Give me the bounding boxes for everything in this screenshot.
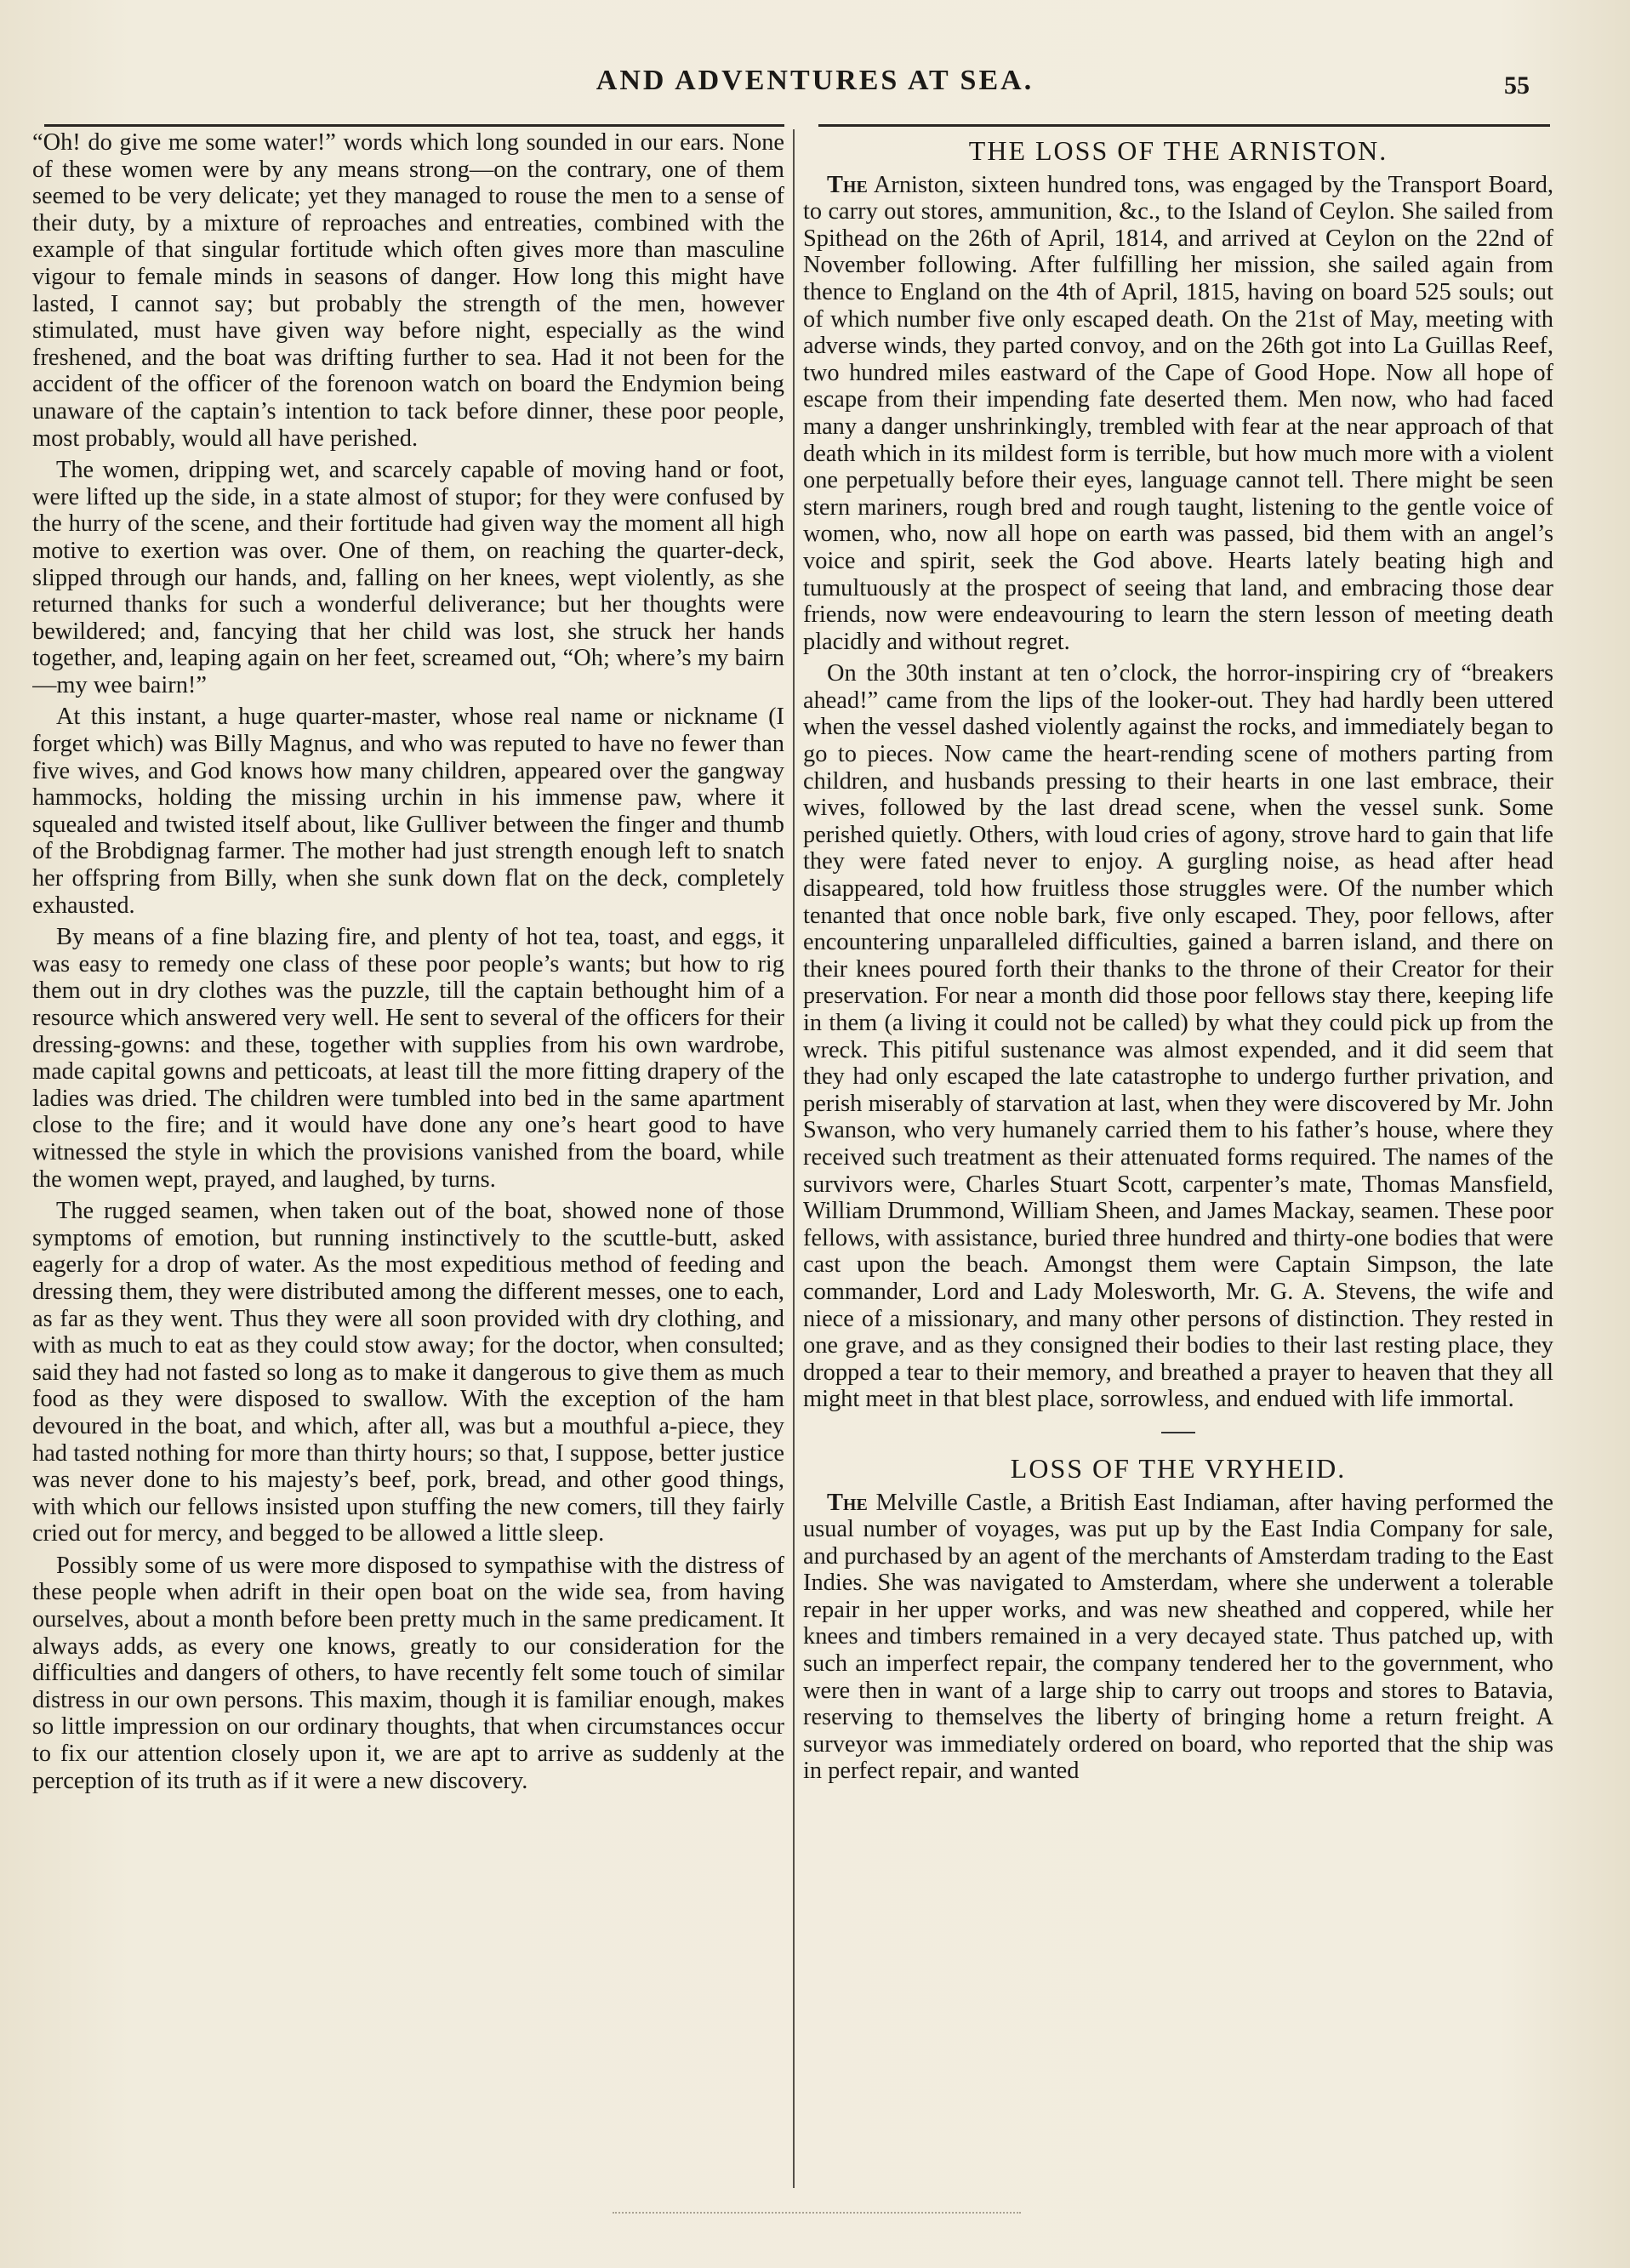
paragraph xyxy=(803,172,1553,656)
paragraph: By means of a fine blazing fire, and plenty of hot tea, toast, and eggs, it was easy to remedy one class of these poor people’s wants; but how to rig them out in dry clothes was the puzzle, till the captain bethought him of a resource which answered very well. He sent to several of the officers for their dressing-gowns: and these, together with supplies from his own wardrobe, made capital gowns and petticoats, at least till the more fitting drapery of the ladies was dried. The children were tumbled into bed in the same apartment close to the fire; and it would have done any one’s heart good to have witnessed the style in which the provisions vanished from the board, while the women wept, prayed, and laughed, by turns. xyxy=(32,924,784,1193)
running-title: AND ADVENTURES AT SEA. xyxy=(596,65,1034,96)
article-heading-arniston: THE LOSS OF THE ARNISTON. xyxy=(968,135,1388,166)
paragraph-text: Melville Castle, a British East Indiaman, after having performed the usual number of voyages, was put up by the East India Company for sale, and purchased by an agent of the merchants of Amsterdam trading to the East Indies. She was navigated to Amsterdam, where she underwent a tolerable repair in her upper works, and was new sheathed and coppered, while her knees and timbers remained in a very decayed state. Thus patched up, with such an imperfect repair, the company tendered her to the government, who were then in want of a large ship to carry out troops and stores to Batavia, reserving to themselves the liberty of bringing home a return freight. A surveyor was immediately ordered on board, who reported that the ship was in perfect repair, and wanted xyxy=(803,1489,1553,1785)
paragraph: Possibly some of us were more disposed to sympathise with the distress of these people when adrift in their open boat on the wide sea, from having ourselves, about a month before been pretty much in the same predicament. It always adds, as every one knows, greatly to our consideration for the difficulties and dangers of others, to have recently felt some touch of similar distress in our own persons. This maxim, though it is familiar enough, makes so little impression on our ordinary thoughts, that when circumstances occur to fix our attention closely upon it, we are apt to arrive as suddenly at the perception of its truth as if it were a new discovery. xyxy=(32,1552,784,1794)
paragraph: On the 30th instant at ten o’clock, the horror-inspiring cry of “breakers ahead!” came from the lips of the looker-out. They had hardly been uttered when the vessel dashed violently against the rocks, and immediately began to go to pieces. Now came the heart-rending scene of mothers parting from children, and husbands pressing to their hearts in one last embrace, their wives, followed by the last dread scene, when the vessel sunk. Some perished quietly. Others, with loud cries of agony, strove hard to gain that life they were fated never to enjoy. A gurgling noise, as head after head disappeared, told how fruitless those struggles were. Of the number which tenanted that once noble bark, five only escaped. They, poor fellows, after encountering unparalleled difficulties, gained a barren island, and there on their knees poured forth their thanks to the throne of their Creator for their preservation. For near a month did those poor fellows stay there, keeping life in them (a living it could not be called) by what they could pick up from the wreck. This pitiful sustenance was almost expended, and it did seem that they had only escaped the late catastrophe to undergo further privation, and perish miserably of starvation at last, when they were discovered by Mr. John Swanson, who very humanely carried them to his father’s house, where they received such treatment as their attenuated forms required. The names of the survivors were, Charles Stuart Scott, carpenter’s mate, Thomas Mansfield, William Drummond, William Sheen, and James Mackay, seamen. These poor fellows, with assistance, buried three hundred and thirty-one bodies that were cast upon the beach. Amongst them were Captain Simpson, the late commander, Lord and Lady Molesworth, Mr. G. A. Stevens, the wife and niece of a missionary, and many other persons of distinction. They rested in one grave, and as they consigned their bodies to their last resting place, they dropped a tear to their memory, and breathed a prayer to heaven that they all might meet in that blest place, sorrowless, and endued with life immortal. xyxy=(803,660,1553,1413)
paragraph: At this instant, a huge quarter-master, whose real name or nickname (I forget which) was Billy Magnus, and who was reputed to have no fewer than five wives, and God knows how many children, appeared over the gangway hammocks, holding the missing urchin in his immense paw, where it squealed and twisted itself about, like Gulliver between the finger and thumb of the Brobdignag farmer. The mother had just strength enough left to snatch her offspring from Billy, when she sunk down flat on the deck, completely exhausted. xyxy=(32,704,784,919)
left-column xyxy=(32,129,784,2188)
right-column xyxy=(803,129,1553,2188)
header-rule-right xyxy=(818,124,1550,127)
paragraph: The women, dripping wet, and scarcely capable of moving hand or foot, were lifted up the side, in a state almost of stupor; for they were confused by the hurry of the scene, and their fortitude had given way the moment all high motive to exertion was over. One of them, on reaching the quarter-deck, slipped through our hands, and, falling on her knees, wept violently, as she returned thanks for such a wonderful deliverance; but her thoughts were bewildered; and, fancying that her child was lost, she struck her hands together, and, leaping again on her feet, screamed out, “Oh; where’s my bairn—my wee bairn!” xyxy=(32,457,784,698)
section-divider xyxy=(1161,1432,1195,1433)
footer-dotted-mark xyxy=(613,2212,1021,2217)
paragraph: The rugged seamen, when taken out of the boat, showed none of those symptoms of emotion, but running instinctively to the scuttle-butt, asked eagerly for a drop of water. As the most expeditious method of feeding and dressing them, they were distributed among the different messes, one to each, as far as they went. Thus they were all soon provided with dry clothing, and with as much to eat as they could stow away; for the doctor, when consulted; said they had not fasted so long as to make it dangerous to give them as much food as they were disposed to swallow. With the exception of the ham devoured in the boat, and which, after all, was but a mouthful a-piece, they had tasted nothing for more than thirty hours; so that, I suppose, better justice was never done to his majesty’s beef, pork, bread, and other good things, with which our fellows insisted upon stuffing the new comers, till they fairly cried out for mercy, and begged to be allowed a little sleep. xyxy=(32,1198,784,1547)
column-divider xyxy=(793,129,795,2188)
paragraph: “Oh! do give me some water!” words which long sounded in our ears. None of these women were by any means strong—on the contrary, one of them seemed to be very delicate; yet they managed to rouse the men to a sense of their duty, by a mixture of reproaches and entreaties, combined with the example of that singular fortitude which often gives more than masculine vigour to female minds in seasons of danger. How long this might have lasted, I cannot say; but probably the strength of the men, however stimulated, must have given way before night, especially as the wind freshened, and the boat was drifting further to sea. Had it not been for the accident of the officer of the forenoon watch on board the Endymion being unaware of the captain’s intention to tack before dinner, these poor people, most probably, would all have perished. xyxy=(32,129,784,452)
header-rule-left xyxy=(44,124,784,127)
paragraph-text: Arniston, sixteen hundred tons, was engaged by the Transport Board, to carry out stores, ammunition, &c., to the Island of Ceylon. She sailed from Spithead on the 26th of April, 1814, and arrived at Ceylon on the 22nd of November following. After fulfilling her mission, she sailed again from thence to England on the 4th of April, 1815, having on board 525 souls; out of which number five only escaped death. On the 21st of May, meeting with adverse winds, they parted convoy, and on the 26th got into La Guillas Reef, two hundred miles eastward of the Cape of Good Hope. Now all hope of escape from their impending fate deserted them. Men now, who had faced many a danger unshrinkingly, trembled with fear at the near approach of that death which in its mildest form is terrible, but how much more with a violent one perpetually before their eyes, language cannot tell. There might be seen stern mariners, rough bred and rough taught, listening to the gentle voice of women, who, now all hope on earth was passed, bid them with an angel’s voice and spirit, seek the God above. Hearts lately beating high and tumultuously at the prospect of seeing that land, and embracing those dear friends, now were endeavouring to learn the stern lesson of meeting death placidly and without regret. xyxy=(803,171,1553,655)
lead-word: The xyxy=(827,171,868,198)
paragraph xyxy=(803,1490,1553,1786)
lead-word: The xyxy=(827,1489,868,1516)
page-number: 55 xyxy=(1504,71,1530,100)
article-heading-vryheid: LOSS OF THE VRYHEID. xyxy=(1010,1452,1347,1484)
